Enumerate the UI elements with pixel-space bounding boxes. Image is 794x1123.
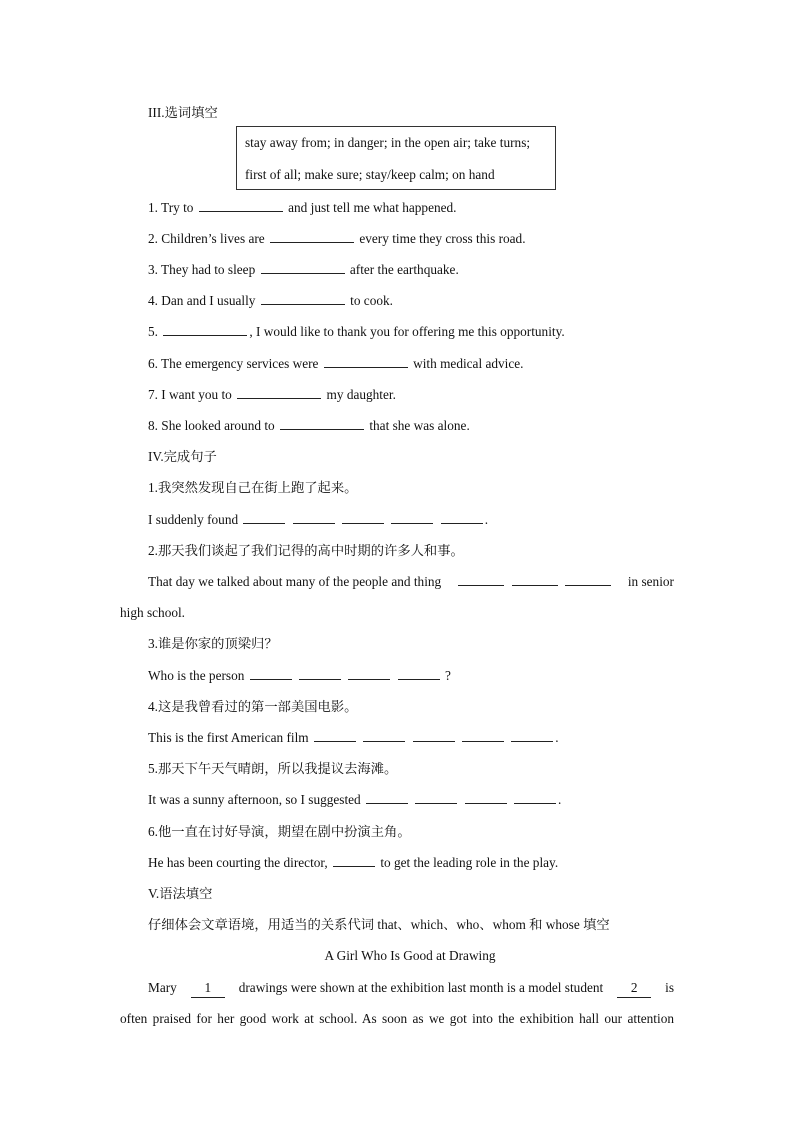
- item-text: 7. I want you to: [148, 387, 232, 402]
- word-bank-box: [236, 126, 556, 190]
- item-text: It was a sunny afternoon, so I suggested: [148, 792, 361, 807]
- item-text: to get the leading role in the play.: [380, 855, 559, 870]
- item-text: That day we talked about many of the people and thing: [148, 574, 442, 589]
- fill-item-6: [148, 355, 524, 373]
- fill-item-8: [148, 417, 470, 435]
- chinese-sentence-1: 1.我突然发现自己在街上跑了起来。: [148, 480, 358, 495]
- item-text: Who is the person: [148, 668, 245, 683]
- answer-blank[interactable]: [250, 667, 292, 680]
- answer-blank[interactable]: [512, 573, 558, 586]
- passage-text: is: [665, 980, 674, 995]
- passage-line-1: [148, 979, 674, 998]
- section-3-heading: III.选词填空: [148, 105, 218, 120]
- item-text: .: [555, 730, 559, 745]
- chinese-sentence-2: 2.那天我们谈起了我们记得的高中时期的许多人和事。: [148, 543, 464, 558]
- answer-blank[interactable]: [163, 323, 247, 336]
- chinese-sentence-6: 6.他一直在讨好导演，期望在剧中扮演主角。: [148, 824, 411, 839]
- english-sentence-1: [148, 511, 488, 529]
- answer-blank[interactable]: [458, 573, 504, 586]
- answer-blank[interactable]: [243, 511, 285, 524]
- passage-title: A Girl Who Is Good at Drawing: [324, 948, 496, 963]
- fill-item-2: [148, 230, 526, 248]
- answer-blank[interactable]: [299, 667, 341, 680]
- item-text: .: [558, 792, 562, 807]
- answer-blank[interactable]: [398, 667, 440, 680]
- passage-text: Mary: [148, 980, 177, 995]
- passage-text: drawings were shown at the exhibition last month is a model student: [238, 980, 604, 995]
- answer-blank[interactable]: [199, 199, 283, 212]
- answer-blank[interactable]: [514, 791, 556, 804]
- chinese-sentence-3: 3.谁是你家的顶梁归？: [148, 636, 278, 651]
- english-sentence-3: [148, 667, 451, 685]
- item-text: , I would like to thank you for offering me this opportunity.: [249, 324, 565, 339]
- item-text: every time they cross this road.: [359, 231, 526, 246]
- numbered-blank-1[interactable]: 1: [191, 979, 225, 998]
- item-text: in senior: [627, 574, 674, 589]
- item-text: 6. The emergency services were: [148, 356, 319, 371]
- english-sentence-6: [148, 854, 558, 872]
- fill-item-4: [148, 292, 393, 310]
- section-4-heading: IV.完成句子: [148, 449, 217, 464]
- answer-blank[interactable]: [565, 573, 611, 586]
- fill-item-1: [148, 199, 457, 217]
- answer-blank[interactable]: [314, 729, 356, 742]
- passage-line-2: often praised for her good work at school. As soon as we got into the exhibition hall our attention: [120, 1011, 674, 1026]
- section-5-heading: V.语法填空: [148, 886, 213, 901]
- item-text: 4. Dan and I usually: [148, 293, 256, 308]
- item-text: with medical advice.: [413, 356, 524, 371]
- english-sentence-2-continued: high school.: [120, 605, 186, 620]
- english-sentence-4: [148, 729, 559, 747]
- answer-blank[interactable]: [261, 261, 345, 274]
- fill-item-3: [148, 261, 459, 279]
- chinese-sentence-4: 4.这是我曾看过的第一部美国电影。: [148, 699, 358, 714]
- item-text: ?: [445, 668, 451, 683]
- answer-blank[interactable]: [465, 791, 507, 804]
- item-text: I suddenly found: [148, 512, 239, 527]
- answer-blank[interactable]: [342, 511, 384, 524]
- answer-blank[interactable]: [270, 230, 354, 243]
- item-text: 8. She looked around to: [148, 418, 275, 433]
- answer-blank[interactable]: [391, 511, 433, 524]
- answer-blank[interactable]: [415, 791, 457, 804]
- section-5-instruction: 仔细体会文章语境，用适当的关系代词 that、which、who、whom 和 whose 填空: [148, 917, 610, 932]
- fill-item-5: [148, 323, 565, 341]
- chinese-sentence-5: 5.那天下午天气晴朗，所以我提议去海滩。: [148, 761, 398, 776]
- answer-blank[interactable]: [293, 511, 335, 524]
- item-text: that she was alone.: [369, 418, 470, 433]
- numbered-blank-2[interactable]: 2: [617, 979, 651, 998]
- answer-blank[interactable]: [324, 355, 408, 368]
- item-text: to cook.: [350, 293, 393, 308]
- answer-blank[interactable]: [237, 386, 321, 399]
- item-text: 5.: [148, 324, 158, 339]
- answer-blank[interactable]: [462, 729, 504, 742]
- word-bank-row-2: first of all; make sure; stay/keep calm; on hand: [245, 167, 495, 182]
- answer-blank[interactable]: [348, 667, 390, 680]
- answer-blank[interactable]: [333, 854, 375, 867]
- fill-item-7: [148, 386, 396, 404]
- item-text: 3. They had to sleep: [148, 262, 256, 277]
- answer-blank[interactable]: [441, 511, 483, 524]
- item-text: my daughter.: [326, 387, 396, 402]
- item-text: and just tell me what happened.: [288, 200, 457, 215]
- item-text: He has been courting the director,: [148, 855, 328, 870]
- english-sentence-5: [148, 791, 561, 809]
- item-text: 1. Try to: [148, 200, 194, 215]
- answer-blank[interactable]: [511, 729, 553, 742]
- answer-blank[interactable]: [366, 791, 408, 804]
- item-text: .: [484, 512, 489, 527]
- item-text: after the earthquake.: [349, 262, 459, 277]
- answer-blank[interactable]: [280, 417, 364, 430]
- item-text: This is the first American film: [148, 730, 309, 745]
- answer-blank[interactable]: [261, 292, 345, 305]
- answer-blank[interactable]: [363, 729, 405, 742]
- english-sentence-2: [148, 573, 674, 591]
- word-bank-row-1: stay away from; in danger; in the open air; take turns;: [245, 135, 531, 150]
- answer-blank[interactable]: [413, 729, 455, 742]
- item-text: 2. Children’s lives are: [148, 231, 265, 246]
